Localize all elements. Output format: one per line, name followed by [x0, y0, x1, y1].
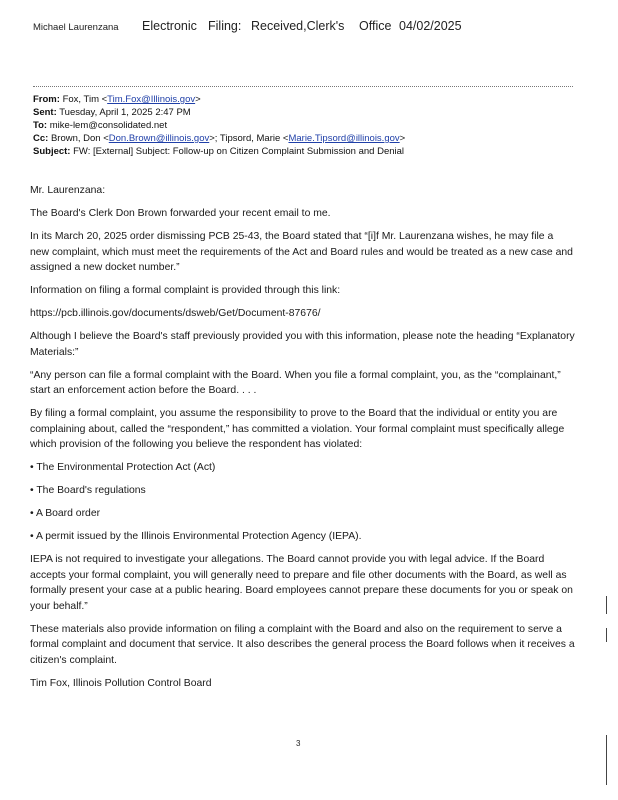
cc-name1: Brown, Don <: [50, 133, 109, 144]
subject-row: [33, 145, 593, 158]
paragraph-responsibility: By filing a formal complaint, you assume the responsibility to prove to the Board that the individual or entity you are complaining about, called the “respondent,” has committed a violation. Your formal complaint must specifically allege which provision of the following you believe the respondent has violated:: [30, 408, 565, 450]
scan-edge-mark-3: [606, 735, 607, 785]
email-body: [30, 183, 575, 699]
bullet-permit: • A permit issued by the Illinois Environmental Protection Agency (IEPA).: [30, 531, 362, 542]
cc-label: Cc:: [33, 133, 49, 144]
to-value: mike-lem@consolidated.net: [49, 120, 168, 131]
scan-edge-mark-2: [606, 628, 607, 642]
cc-email2-link[interactable]: Marie.Tipsord@illinois.gov: [288, 133, 400, 144]
paragraph-heading-note: Although I believe the Board's staff previously provided you with this information, please note the heading “Explanatory Materials:”: [30, 331, 575, 358]
paragraph-order: In its March 20, 2025 order dismissing PCB 25-43, the Board stated that “[i]f Mr. Laurenzana wishes, he may file a new complaint, which must meet the requirements of the Act and Board rules and would be treated as a new case and assigned a new docket number.”: [30, 231, 573, 273]
stamp-date: 04/02/2025: [399, 19, 462, 33]
paragraph-materials: These materials also provide information on filing a complaint with the Board and also on the requirement to serve a formal complaint and document that service. It also describes the general process the Board follows when it receives a citizen's complaint.: [30, 623, 575, 666]
cc-email1-link[interactable]: Don.Brown@illinois.gov: [108, 133, 210, 144]
subject-label: Subject:: [33, 146, 71, 157]
cc-end: >: [399, 133, 406, 144]
to-label: To:: [33, 120, 48, 131]
cc-mid: >; Tipsord, Marie <: [209, 133, 289, 144]
paragraph-forwarded: The Board's Clerk Don Brown forwarded your recent email to me.: [30, 208, 331, 219]
cc-row: [33, 132, 593, 145]
from-end: >: [195, 94, 201, 105]
paragraph-info: Information on filing a formal complaint is provided through this link:: [30, 285, 341, 296]
stamp-name: Michael Laurenzana: [33, 22, 119, 33]
bullet-board-order: • A Board order: [30, 508, 101, 519]
salutation: Mr. Laurenzana:: [30, 185, 106, 196]
stamp-received: Received,Clerk's: [251, 19, 345, 33]
from-email-link[interactable]: Tim.Fox@Illinois.gov: [107, 94, 196, 105]
from-row: [33, 93, 593, 106]
page-number: 3: [296, 739, 301, 748]
sent-row: [33, 106, 593, 119]
signature: Tim Fox, Illinois Pollution Control Board: [30, 677, 212, 689]
subject-value: FW: [External] Subject: Follow-up on Citizen Complaint Submission and Denial: [73, 146, 405, 157]
stamp-filing: Filing:: [208, 19, 242, 33]
bullet-regulations: • The Board's regulations: [30, 485, 146, 496]
paragraph-quote-start: “Any person can file a formal complaint with the Board. When you file a formal complaint, you, as the “complainant,” start an enforcement action before the Board. . . .: [30, 369, 561, 396]
from-name: Fox, Tim <: [62, 94, 108, 105]
sent-value: Tuesday, April 1, 2025 2:47 PM: [59, 107, 191, 118]
scan-edge-mark-1: [606, 596, 607, 614]
separator-dotted: [33, 86, 573, 87]
stamp-electronic: Electronic: [142, 19, 197, 33]
bullet-act: • The Environmental Protection Act (Act): [30, 462, 216, 473]
email-header: [33, 93, 593, 158]
paragraph-iepa: IEPA is not required to investigate your allegations. The Board cannot provide you with legal advice. If the Board accepts your formal complaint, you will generally need to prepare and file other documents with the Board, as well as formally present your case at a public hearing. Board employees cannot prepare these documents for you or speak on your behalf.”: [30, 554, 573, 612]
to-row: [33, 119, 593, 132]
document-url[interactable]: https://pcb.illinois.gov/documents/dsweb/Get/Document-87676/: [30, 308, 321, 319]
sent-label: Sent:: [33, 107, 57, 118]
from-label: From:: [33, 94, 60, 105]
stamp-office: Office: [359, 19, 392, 33]
